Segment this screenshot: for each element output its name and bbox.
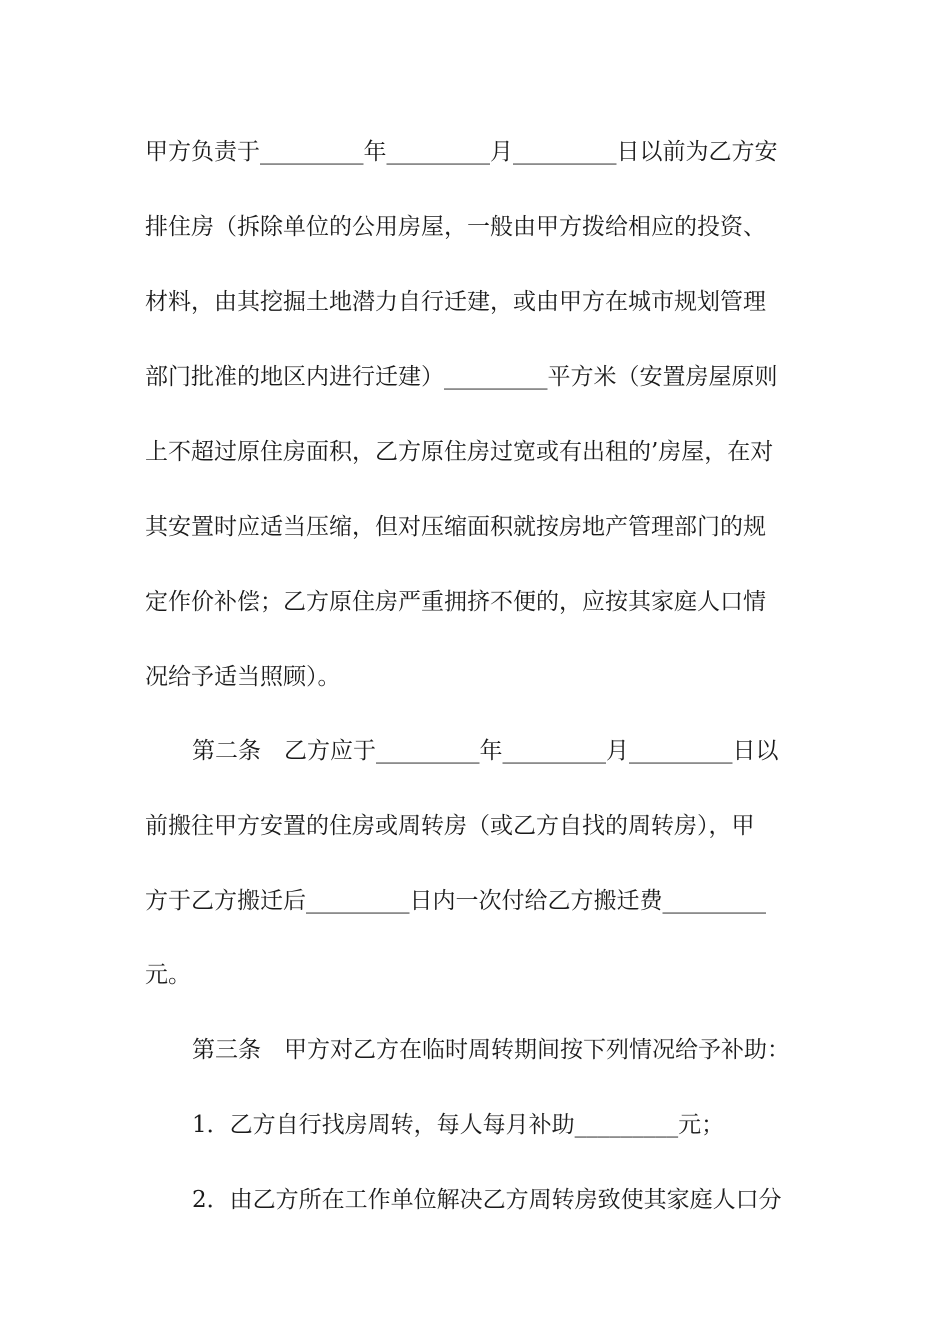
text-line-8: 况给予适当照顾）。 <box>145 664 341 690</box>
text-line-6: 其安置时应适当压缩，但对压缩面积就按房地产管理部门的规 <box>145 514 766 540</box>
text-line-3: 材料，由其挖掘土地潜力自行迁建，或由甲方在城市规划管理 <box>145 289 766 315</box>
text-line-2: 排住房（拆除单位的公用房屋，一般由甲方拨给相应的投资、 <box>145 214 766 240</box>
text-line-11: 方于乙方搬迁后_________日内一次付给乙方搬迁费_________ <box>145 888 766 914</box>
text-line-5: 上不超过原住房面积，乙方原住房过宽或有出租的’房屋，在对 <box>145 439 774 465</box>
article-3-heading-line: 第三条 甲方对乙方在临时周转期间按下列情况给予补助： <box>192 1037 790 1063</box>
list-item-1: 1．乙方自行找房周转，每人每月补助_________元； <box>192 1112 725 1138</box>
text-line-1: 甲方负责于_________年_________月_________日以前为乙方安 <box>145 139 778 165</box>
text-line-12: 元。 <box>145 962 191 988</box>
list-item-2: 2．由乙方所在工作单位解决乙方周转房致使其家庭人口分 <box>192 1187 782 1213</box>
article-2-heading-line: 第二条 乙方应于_________年_________月_________日以 <box>192 738 779 764</box>
text-line-7: 定作价补偿；乙方原住房严重拥挤不便的，应按其家庭人口情 <box>145 589 766 615</box>
text-line-4: 部门批准的地区内进行迁建）_________平方米（安置房屋原则 <box>145 364 778 390</box>
text-line-10: 前搬往甲方安置的住房或周转房（或乙方自找的周转房），甲 <box>145 813 755 839</box>
